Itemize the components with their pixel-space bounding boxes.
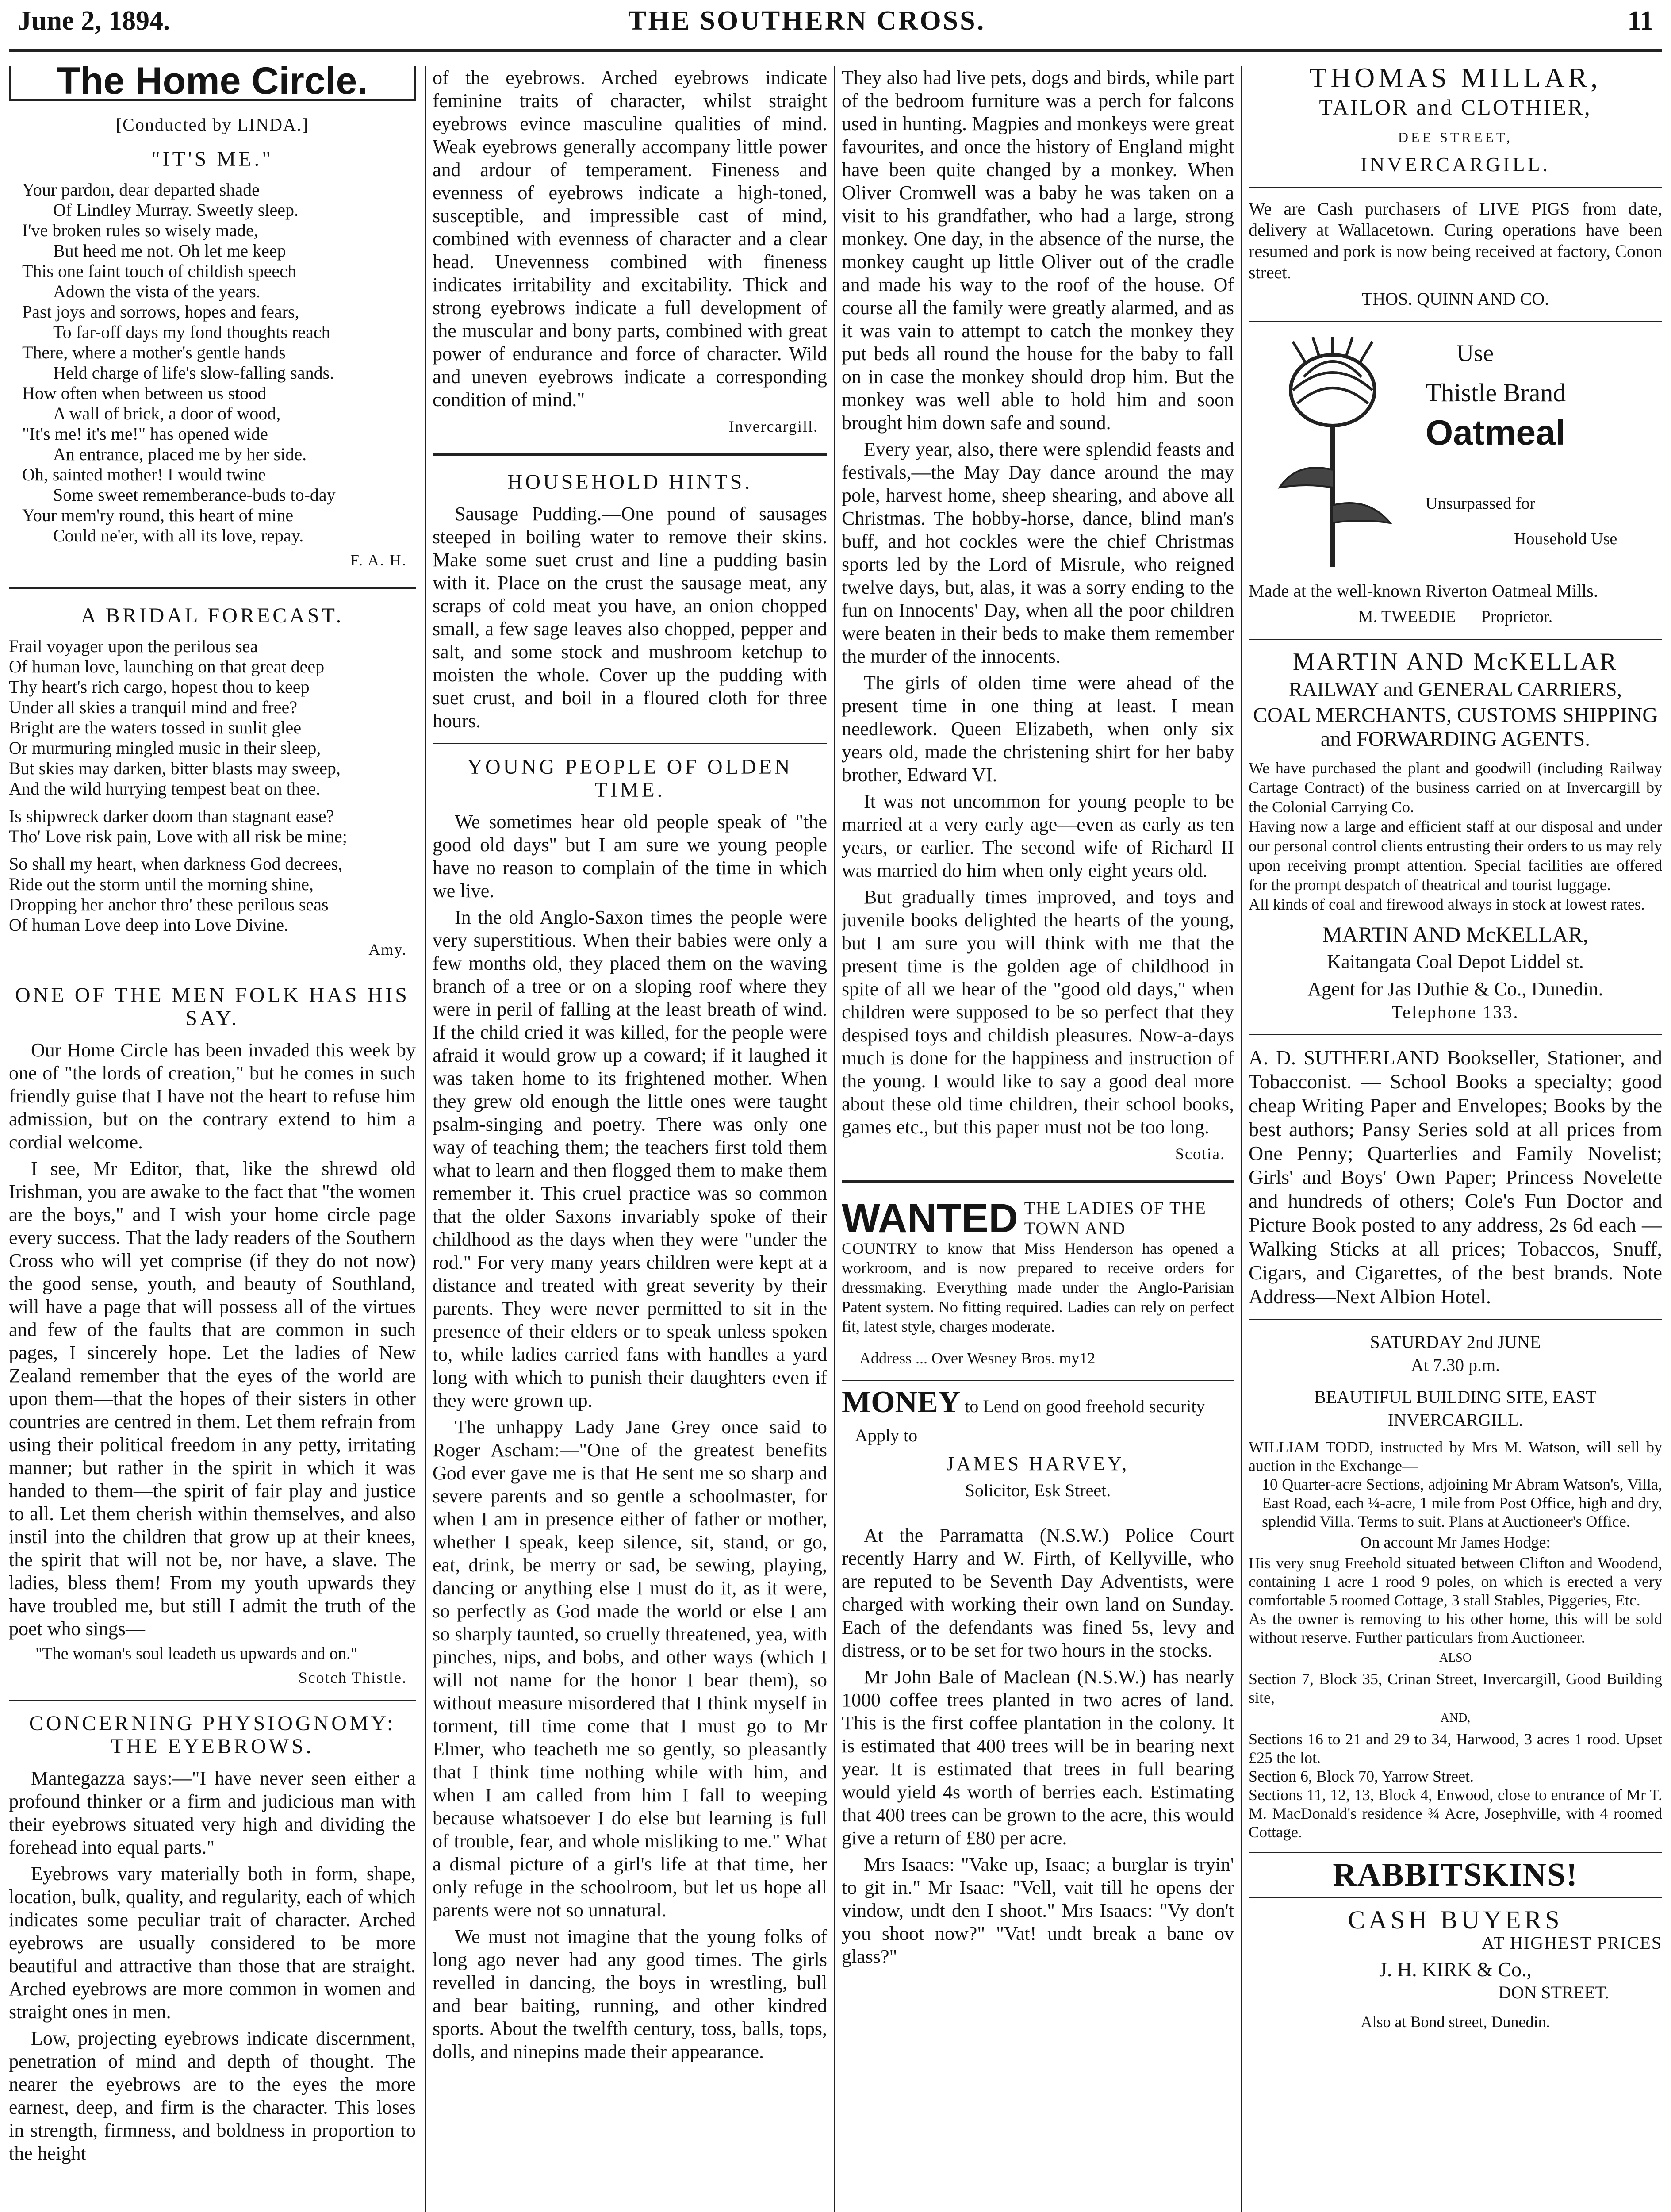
millar-town: INVERCARGILL. xyxy=(1360,153,1551,176)
eyebrows-signature: Invercargill. xyxy=(728,418,818,435)
auction-text: On account Mr James Hodge: xyxy=(1360,1533,1551,1551)
news-paragraph: At the Parramatta (N.S.W.) Police Court recently Harry and W. Firth, of Kellyville, who are reputed to be Seventh Day Adventists, were charged with working their own land on Sunday. Each of the defendants was fined 5s, levy and distress, or to be set for two hours in the stocks. xyxy=(842,1525,1234,1661)
martin-mckellar-advert xyxy=(1249,650,1662,1024)
men-folk-signature: Scotch Thistle. xyxy=(298,1669,407,1686)
poem-line: This one faint touch of childish speech xyxy=(22,261,296,281)
mk-telephone: Telephone 133. xyxy=(1391,1002,1519,1022)
mk-name: MARTIN AND McKELLAR, xyxy=(1322,922,1589,947)
poem-line: Or murmuring mingled music in their sleep, xyxy=(9,738,321,758)
divider xyxy=(433,453,827,456)
auction-text: 10 Quarter-acre Sections, adjoining Mr Abram Watson's, Villa, East Road, each ¼-acre, 1 mile from Post Office, high and dry, splendid Villa. Terms to suit. Plans at Auctioneer's Office. xyxy=(1262,1475,1662,1530)
divider xyxy=(1249,639,1662,640)
column-1 xyxy=(9,66,416,2212)
poem-line: Held charge of life's slow-falling sands. xyxy=(53,363,334,383)
divider xyxy=(1249,1897,1662,1898)
auction-title: BEAUTIFUL BUILDING SITE, EAST INVERCARGILL. xyxy=(1314,1387,1597,1430)
poem-line: But skies may darken, bitter blasts may sweep, xyxy=(9,758,341,778)
divider xyxy=(842,1180,1234,1183)
men-folk-title: ONE OF THE MEN FOLK HAS HIS SAY. xyxy=(15,983,410,1030)
cash-prices: AT HIGHEST PRICES xyxy=(1481,1933,1662,1953)
poem-line: Under all skies a tranquil mind and free? xyxy=(9,697,297,717)
divider xyxy=(1249,1319,1662,1320)
young-people-paragraph: The unhappy Lady Jane Grey once said to Roger Ascham:—"One of the greatest benefits God ever gave me is that He sent me so sharp and severe parents and so gentle a schoolmaster, for when I am in presence either of father or mother, whether I speak, keep silence, sit, stand, or go, eat, drink, be merry or sad, be sewing, playing, dancing or anything else I must do it, as it were, so perfectly as God made the world or else I am so sharply taunted, so cruelly threatened, yea, with pinches, nips, and bobs, and other ways (which I will not name for the honor I bear them), so without measure misordered that I think myself in torment, till time come that I must go to Mr Elmer, who teacheth me so gently, so pleasantly that I think time nothing while with him, and when I am called from him I fall to weeping because whatsoever I do else but learning is full of trouble, fear, and whole misliking to me." What a dismal picture of a girl's life at that time, her only refuge in the schoolroom, but let us hope all parents were not so unnatural. xyxy=(433,1416,827,1921)
wanted-address: Address ... Over Wesney Bros. my12 xyxy=(859,1349,1096,1367)
poem-line: Dropping her anchor thro' these perilous seas xyxy=(9,895,329,914)
auction-text: Sections 11, 12, 13, Block 4, Enwood, close to entrance of Mr T. M. MacDonald's residence ¾ Acre, Josephville, with 4 roomed Cottage. xyxy=(1249,1786,1662,1841)
poem-line: Ride out the storm until the morning shine, xyxy=(9,874,314,894)
young-people-title: YOUNG PEOPLE OF OLDEN TIME. xyxy=(467,755,793,802)
sutherland-advert: A. D. SUTHERLAND Bookseller, Stationer, and Tobacconist. — School Books a specialty; good cheap Writing Paper and Envelopes; Books by the best authors; Pansy Series sold at all prices from One Penny; Quarterlies and Family Novelist; Girls' and Boys' Own Paper; Princess Novelette and hundreds of others; Cole's Fun Doctor and Picture Book posted to any address, 2s 6d each — Walking Sticks at all prices; Tobaccos, Snuff, Cigars, and Cigarettes, of the best brands. Note Address—Next Albion Hotel. xyxy=(1249,1046,1662,1308)
divider xyxy=(842,1380,1234,1381)
young-people-paragraph: In the old Anglo-Saxon times the people were very superstitious. When their babies were only a few months old, they placed them on the waving branch of a tree or on a sloping roof where they were in peril of falling at the least breath of wind. If the child cried it was killed, for the people were afraid it would grow up a coward; if it laughed it was taken home to its frightened mother. When they grew old enough the little ones were taught psalm-singing and poetry. There was only one way of teaching them; the teachers first told them what to learn and then flogged them to make them remember it. This cruel practice was so common that the older Saxons invariably spoke of their childhood as the days when they were "under the rod." For very many years children were kept at a distance and treated with great severity by their parents. They were never permitted to sit in the presence of their elders or to speak unless spoken to, while ladies carried fans with handles a yard long with which to punish their daughters even if they were grown up. xyxy=(433,906,827,1411)
page-header xyxy=(0,0,1671,44)
oatmeal-made: Made at the well-known Riverton Oatmeal Mills. xyxy=(1249,581,1598,601)
mk-text: Having now a large and efficient staff at our disposal and under our personal control clients entrusting their orders to us may rely upon receiving prompt attention. Special facilities are offered for the prompt despatch of theatrical and tourist luggage. xyxy=(1249,818,1662,894)
eyebrows-paragraph: Low, projecting eyebrows indicate discernment, penetration of mind and depth of thought. The nearer the eyebrows are to the eyes the more earnest, deep, and firm is the character. This loses in strength, firmness, and boldness in proportion to the height xyxy=(9,2028,416,2164)
millar-name: THOMAS MILLAR, xyxy=(1309,66,1602,93)
mk-title: MARTIN AND McKELLAR xyxy=(1292,648,1618,676)
eyebrows-paragraph: Mantegazza says:—"I have never seen either a profound thinker or a firm and judicious man with their eyebrows situated very high and dividing the forehead into equal parts." xyxy=(9,1767,416,1858)
newspaper-title: THE SOUTHERN CROSS. xyxy=(628,6,986,36)
poem-line: Some sweet rememberance-buds to-day xyxy=(53,485,336,505)
auction-text: WILLIAM TODD, instructed by Mrs M. Watson, will sell by auction in the Exchange— xyxy=(1249,1438,1662,1475)
poem-line: Your mem'ry round, this heart of mine xyxy=(22,505,294,525)
column-2 xyxy=(433,66,827,2212)
column-3 xyxy=(842,66,1234,2212)
millar-street: DEE STREET, xyxy=(1398,129,1513,145)
young-people-paragraph: The girls of olden time were ahead of the present time in one thing at least. I mean needlework. Queen Elizabeth, when only six years old, made the christening shirt for her baby brother, Edward VI. xyxy=(842,672,1234,786)
oatmeal-advert xyxy=(1249,333,1662,580)
men-folk-quote: "The woman's soul leadeth us upwards and on." xyxy=(35,1644,358,1663)
bridal-title: A BRIDAL FORECAST. xyxy=(80,604,344,627)
column-divider-1 xyxy=(425,66,426,2212)
issue-date: June 2, 1894. xyxy=(18,6,170,36)
millar-trade: TAILOR and CLOTHIER, xyxy=(1319,95,1592,119)
auction-text: Section 7, Block 35, Crinan Street, Invercargill, Good Building site, xyxy=(1249,1670,1662,1706)
oatmeal-proprietor: M. TWEEDIE — Proprietor. xyxy=(1358,607,1553,626)
bridal-signature: Amy. xyxy=(368,941,407,958)
kirk-also: Also at Bond street, Dunedin. xyxy=(1361,2013,1550,2031)
wanted-text: COUNTRY to know that Miss Henderson has opened a workroom, and is now prepared to receive orders for dressmaking. Everything made under the Anglo-Parisian Patent system. No fitting required. Ladies can rely on perfect fit, latest style, charges moderate. xyxy=(842,1240,1234,1335)
auction-advert xyxy=(1249,1331,1662,1841)
young-people-paragraph: We sometimes hear old people speak of "the good old days" but I am sure we young people have no reason to complain of the time in which we live. xyxy=(433,811,827,902)
oatmeal-name: Oatmeal xyxy=(1426,413,1565,452)
poem-line: "It's me! it's me!" has opened wide xyxy=(22,424,268,444)
poem-line: Adown the vista of the years. xyxy=(53,281,261,301)
header-rule xyxy=(9,49,1662,52)
poem-line: Is shipwreck darker doom than stagnant ease? xyxy=(9,806,334,826)
auction-and: AND, xyxy=(1440,1711,1471,1725)
divider xyxy=(1249,187,1662,188)
quinn-signature: THOS. QUINN AND CO. xyxy=(1361,289,1549,309)
poem-title: "IT'S ME." xyxy=(151,147,273,171)
young-people-signature: Scotia. xyxy=(1175,1145,1225,1163)
auction-also: ALSO xyxy=(1439,1651,1472,1665)
money-solicitor-address: Solicitor, Esk Street. xyxy=(965,1480,1111,1500)
young-people-paragraph: Every year, also, there were splendid feasts and festivals,—the May Day dance around the may pole, harvest home, sheep shearing, and above all Christmas. The hobby-horse, dance, blind man's buff, and hot cockles were the chief Christmas sports led by the Lord of Misrule, who reigned twelve days, but, alas, it was a sorry ending to the fun on Innocents' Day, when all the poor children were beaten in their beds to make them remember the murder of the innocents. xyxy=(842,438,1234,667)
household-hints-paragraph: Sausage Pudding.—One pound of sausages steeped in boiling water to remove their skins. Make some suet crust and line a pudding basin with it. Place on the crust the sausage meat, any scraps of cold meat you have, an onion chopped small, a few sage leaves also chopped, pepper and salt, and some stock and mushroom ketchup to moisten the whole. Cover up the pudding with suet crust, and boil in a floured cloth for three hours. xyxy=(433,503,827,732)
kirk-name: J. H. KIRK & Co., xyxy=(1379,1958,1532,1981)
poem-line: Of human love, launching on that great deep xyxy=(9,657,325,676)
poem-line: A wall of brick, a door of wood, xyxy=(53,403,281,423)
men-folk-paragraph: Our Home Circle has been invaded this week by one of "the lords of creation," but he comes in such friendly guise that I have not the heart to refuse him admission, but on the contrary extend to him a cordial welcome. xyxy=(9,1039,416,1153)
millar-advert xyxy=(1249,66,1662,176)
poem-line: How often when between us stood xyxy=(22,383,267,403)
divider xyxy=(1249,321,1662,322)
wanted-advert xyxy=(842,1198,1234,1370)
auction-text: Section 6, Block 70, Yarrow Street. xyxy=(1249,1767,1474,1785)
men-folk-paragraph: I see, Mr Editor, that, like the shrewd old Irishman, you are awake to the fact that "the women are the boys," and I wish your home circle page every success. That the lady readers of the Southern Cross who will yet comprise (if they do not now) the good sense, youth, and beauty of Southland, will have a page that will possess all of the virtues and few of the faults that are common in such pages, I sincerely hope. Let the ladies of New Zealand remember that the eyes of the world are upon them—that the hopes of their sisters in other countries are centred in them. Let them refrain from using their political freedom in any petty, irritating manner; but rather in the spirit in which it was handed to them—the spirit of fair play and justice to all. Let them cherish within themselves, and also instil into the children that grow up at their knees, the spirit that will not be, nor have, a slave. The ladies, bless them! From my youth upwards they have troubled me, but still I admit the truth of the poet who sings— xyxy=(9,1158,416,1640)
poem-line: Thy heart's rich cargo, hopest thou to keep xyxy=(9,677,310,697)
kirk-advert xyxy=(1249,1905,1662,2033)
auction-date: SATURDAY 2nd JUNE xyxy=(1370,1332,1541,1352)
rabbitskins-heading: RABBITSKINS! xyxy=(1333,1857,1578,1893)
quinn-advert xyxy=(1249,198,1662,311)
home-circle-masthead xyxy=(9,66,416,101)
poem-bridal xyxy=(9,636,416,935)
poem-line: There, where a mother's gentle hands xyxy=(22,342,286,362)
section-title: The Home Circle. xyxy=(57,66,368,102)
poem-signature: F. A. H. xyxy=(350,551,407,569)
poem-line: Bright are the waters tossed in sunlit glee xyxy=(9,718,301,737)
auction-text: Sections 16 to 21 and 29 to 34, Harwood, 3 acres 1 rood. Upset £25 the lot. xyxy=(1249,1730,1662,1767)
oatmeal-use: Use xyxy=(1456,340,1494,366)
poem-line: I've broken rules so wisely made, xyxy=(22,220,258,240)
wanted-subheading: THE LADIES OF THE TOWN AND xyxy=(1024,1198,1207,1238)
money-advert xyxy=(842,1385,1234,1502)
mk-text: All kinds of coal and firewood always in stock at lowest rates. xyxy=(1249,895,1645,913)
poem-line: Of human Love deep into Love Divine. xyxy=(9,915,289,935)
auction-text: His very snug Freehold situated between Clifton and Woodend, containing 1 acre 1 rood 9 poles, on which is erected a very comfortable 5 roomed Cottage, 3 stall Stables, Piggeries, Etc. xyxy=(1249,1554,1662,1609)
news-paragraph: Mrs Isaacs: "Vake up, Isaac; a burglar is tryin' to git in." Mr Isaac: "Vell, vait till he opens der vindow, undt den I shoot." Mrs Isaacs: "Vy don't you shoot now?" "Vat! undt break a bane ov glass?" xyxy=(842,1854,1234,1967)
poem-line: Of Lindley Murray. Sweetly sleep. xyxy=(53,200,299,220)
mk-text: We have purchased the plant and goodwill (including Railway Cartage Contract) of the business carried on at Invercargill by the Colonial Carrying Co. xyxy=(1249,759,1662,816)
mk-subtitle: RAILWAY and GENERAL CARRIERS, xyxy=(1288,678,1622,700)
poem-line: Tho' Love risk pain, Love with all risk be mine; xyxy=(9,826,347,846)
divider xyxy=(9,587,416,589)
cash-buyers: CASH BUYERS xyxy=(1348,1905,1563,1934)
poem-line: To far-off days my fond thoughts reach xyxy=(53,322,330,342)
household-hints-title: HOUSEHOLD HINTS. xyxy=(507,470,753,494)
divider xyxy=(433,743,827,744)
poem-line: Oh, sainted mother! I would twine xyxy=(22,465,266,484)
young-people-paragraph: But gradually times improved, and toys and juvenile books delighted the hearts of the young, but I am sure you will think with me that the present time is the golden age of childhood in spite of all we hear of the "good old days," when children were supposed to be so perfect that they despised toys and childish pleasures. Now-a-days much is done for the happiness and instruction of the young. I would like to say a good deal more about these old time children, their school books, games etc., but this paper must not be too long. xyxy=(842,886,1234,1138)
young-people-paragraph: It was not uncommon for young people to be married at a very early age—even as early as ten years, or earlier. The second wife of Richard II was married do him when only eight years old. xyxy=(842,791,1234,881)
conducted-by: [Conducted by LINDA.] xyxy=(115,115,309,134)
eyebrows-continued: of the eyebrows. Arched eyebrows indicate feminine traits of character, whilst straight eyebrows evince masculine qualities of mind. Weak eyebrows generally accompany little power and ardour of temperament. Fineness and evenness of eyebrows indicate a high-toned, susceptible, and impressible cast of mind, combined with evenness of character and a clear head. Unevenness combined with fineness indicates irritability and excitability. Thick and strong eyebrows indicate a full development of the muscular and bony parts, combined with great power of endurance and force of character. Wild and uneven eyebrows indicate a corresponding condition of mind." xyxy=(433,67,827,411)
money-solicitor-name: JAMES HARVEY, xyxy=(946,1453,1130,1475)
oatmeal-unsurpassed: Unsurpassed for xyxy=(1426,494,1536,513)
poem-line: An entrance, placed me by her side. xyxy=(53,444,307,464)
divider xyxy=(9,1700,416,1701)
quinn-text: We are Cash purchasers of LIVE PIGS from date, delivery at Wallacetown. Curing operations have been resumed and pork is now being received at factory, Conon street. xyxy=(1249,199,1662,282)
money-apply: Apply to xyxy=(855,1425,918,1445)
column-divider-2 xyxy=(834,66,835,2212)
poem-line: Your pardon, dear departed shade xyxy=(22,180,260,200)
eyebrows-paragraph: Eyebrows vary materially both in form, shape, location, bulk, quality, and regularity, each of which indicates some peculiar trait of character. Arched eyebrows are usually considered to be more beautiful and attractive than those that are straight. Arched eyebrows are more common in women and straight ones in men. xyxy=(9,1863,416,2023)
money-lead: MONEY xyxy=(842,1385,961,1419)
wanted-heading: WANTED xyxy=(842,1198,1018,1239)
column-divider-3 xyxy=(1241,66,1242,2212)
oatmeal-household: Household Use xyxy=(1514,530,1617,548)
auction-time: At 7.30 p.m. xyxy=(1410,1355,1500,1375)
page-number: 11 xyxy=(1627,6,1653,36)
poem-its-me xyxy=(9,180,416,546)
money-text: to Lend on good freehold security xyxy=(965,1396,1205,1416)
divider xyxy=(1249,1034,1662,1035)
oatmeal-brand: Thistle Brand xyxy=(1426,378,1566,407)
poem-line: But heed me not. Oh let me keep xyxy=(53,241,286,261)
poem-line: Frail voyager upon the perilous sea xyxy=(9,636,258,656)
mk-depot: Kaitangata Coal Depot Liddel st. xyxy=(1327,951,1584,972)
mk-services: COAL MERCHANTS, CUSTOMS SHIPPING and FORWARDING AGENTS. xyxy=(1253,703,1658,751)
poem-line: Past joys and sorrows, hopes and fears, xyxy=(22,302,299,322)
mk-agent: Agent for Jas Duthie & Co., Dunedin. xyxy=(1307,978,1603,1000)
auction-text: As the owner is removing to his other home, this will be sold without reserve. Further particulars from Auctioneer. xyxy=(1249,1610,1662,1646)
column-4 xyxy=(1249,66,1662,2212)
poem-line: And the wild hurrying tempest beat on thee. xyxy=(9,779,321,799)
young-people-continued: They also had live pets, dogs and birds, while part of the bedroom furniture was a perch for falcons used in hunting. Magpies and monkeys were great favourites, and once the history of England might have been quite changed by a monkey. When Oliver Cromwell was a baby he was taken on a visit to his grandfather, who had a large, strong monkey. One day, in the absence of the nurse, the monkey caught up little Oliver out of the cradle and made his way to the roof of the house. Of course all the family were greatly alarmed, and as it was vain to attempt to catch the monkey they put beds all round the house for the baby to fall on in case the monkey should drop him. But the monkey was well able to hold him and soon brought him down safe and sound. xyxy=(842,67,1234,434)
young-people-paragraph: We must not imagine that the young folks of long ago never had any good times. The girls revelled in dancing, the boys in wrestling, bull and bear baiting, running, and other kindred sports. About the twelfth century, toss, balls, tops, dolls, and ninepins made their appearance. xyxy=(433,1926,827,2062)
thistle-icon xyxy=(1262,337,1403,576)
kirk-street: DON STREET. xyxy=(1498,1982,1609,2002)
eyebrows-title: CONCERNING PHYSIOGNOMY: THE EYEBROWS. xyxy=(29,1712,396,1758)
poem-line: Could ne'er, with all its love, repay. xyxy=(53,526,304,545)
poem-line: So shall my heart, when darkness God decrees, xyxy=(9,854,343,874)
divider xyxy=(1249,1852,1662,1853)
news-paragraph: Mr John Bale of Maclean (N.S.W.) has nearly 1000 coffee trees planted in two acres of land. This is the first coffee plantation in the colony. It is estimated that 400 trees will be in bearing next year. It is estimated that trees in full bearing would yield 4s worth of berries each. Estimating that 400 trees can be grown to the acre, this would give a return of £80 per acre. xyxy=(842,1666,1234,1849)
